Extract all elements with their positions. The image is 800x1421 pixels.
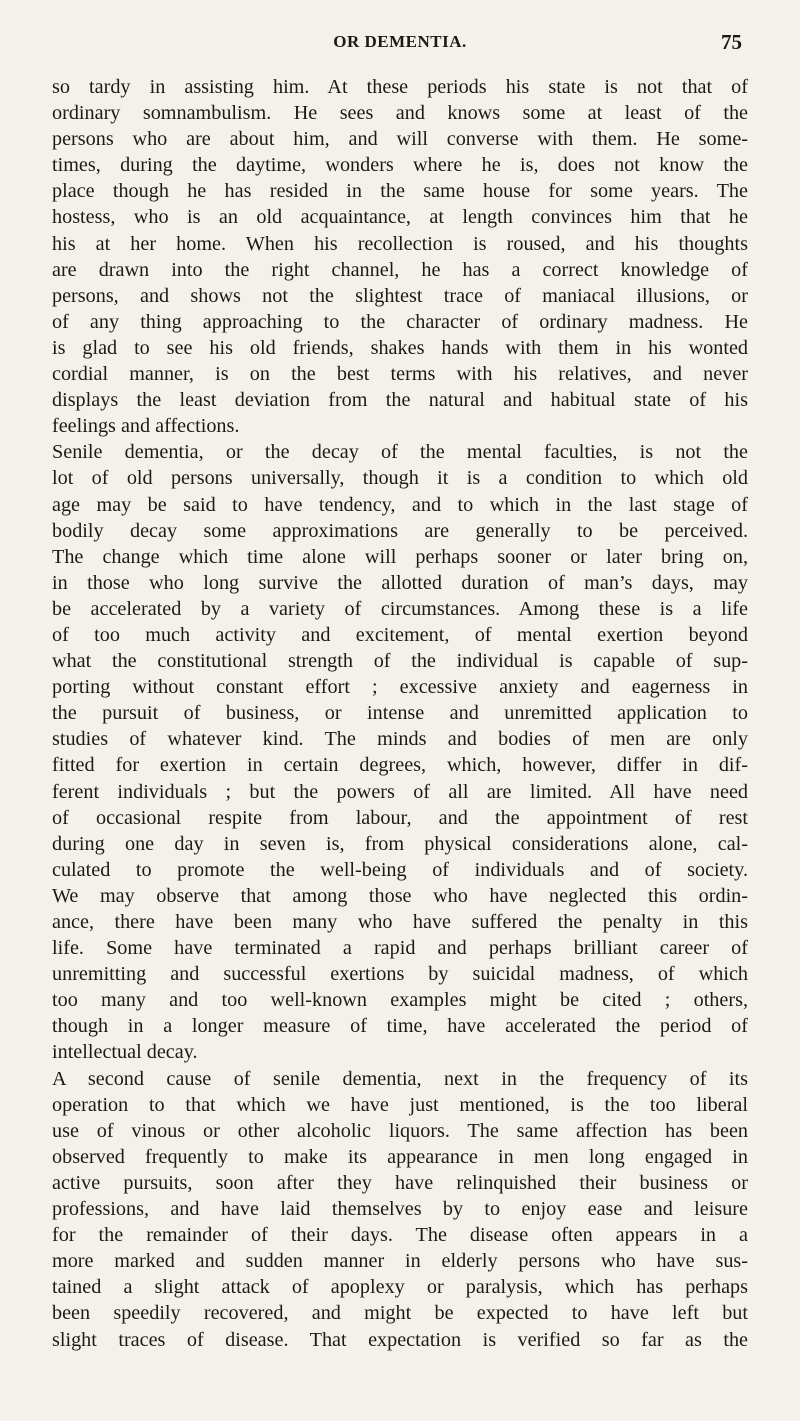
text-line: place though he has resided in the same house for some years. The	[52, 180, 748, 203]
text-line: tained a slight attack of apoplexy or paralysis, which has perhaps	[52, 1276, 748, 1299]
text-line: though in a longer measure of time, have accelerated the period of	[52, 1015, 748, 1038]
text-line: professions, and have laid themselves by to enjoy ease and leisure	[52, 1198, 748, 1221]
text-line: hostess, who is an old acquaintance, at length convinces him that he	[52, 206, 748, 229]
text-line: of occasional respite from labour, and the appointment of rest	[52, 806, 748, 829]
text-line: persons, and shows not the slightest trace of maniacal illusions, or	[52, 284, 748, 307]
text-line: of any thing approaching to the character of ordinary madness. He	[52, 310, 748, 333]
text-line: culated to promote the well-being of individuals and of society.	[52, 858, 748, 881]
text-line: observed frequently to make its appearance in men long engaged in	[52, 1145, 748, 1168]
text-line: for the remainder of their days. The disease often appears in a	[52, 1224, 748, 1247]
text-line: the pursuit of business, or intense and unremitted application to	[52, 702, 748, 725]
text-line: his at her home. When his recollection is roused, and his thoughts	[52, 232, 748, 255]
text-line: too many and too well-known examples might be cited ; others,	[52, 989, 748, 1012]
text-line: unremitting and successful exertions by suicidal madness, of which	[52, 963, 748, 986]
text-line: be accelerated by a variety of circumstances. Among these is a life	[52, 597, 748, 620]
text-line: ordinary somnambulism. He sees and knows some at least of the	[52, 102, 748, 125]
text-line: porting without constant effort ; excessive anxiety and eagerness in	[52, 676, 748, 699]
text-line: cordial manner, is on the best terms with his relatives, and never	[52, 363, 748, 386]
text-line: A second cause of senile dementia, next in the frequency of its	[52, 1067, 748, 1090]
text-line: more marked and sudden manner in elderly persons who have sus-	[52, 1250, 748, 1273]
text-line: life. Some have terminated a rapid and perhaps brilliant career of	[52, 937, 748, 960]
body-text	[52, 74, 748, 1353]
text-line: been speedily recovered, and might be expected to have left but	[52, 1302, 748, 1325]
text-line: ance, there have been many who have suffered the penalty in this	[52, 911, 748, 933]
text-line: ferent individuals ; but the powers of all are limited. All have need	[52, 780, 748, 803]
text-line: bodily decay some approximations are generally to be perceived.	[52, 519, 748, 542]
text-line: lot of old persons universally, though it is a condition to which old	[52, 467, 748, 490]
text-line: feelings and affections.	[52, 415, 240, 438]
text-line: We may observe that among those who have neglected this ordin-	[52, 884, 748, 907]
page-number: 75	[721, 30, 742, 54]
text-line: during one day in seven is, from physical considerations alone, cal-	[52, 832, 748, 855]
text-line: of too much activity and excitement, of mental exertion beyond	[52, 623, 748, 646]
text-line: active pursuits, soon after they have relinquished their business or	[52, 1171, 748, 1194]
running-head	[52, 0, 748, 60]
text-line: what the constitutional strength of the individual is capable of sup-	[52, 650, 748, 673]
text-line: so tardy in assisting him. At these periods his state is not that of	[52, 76, 748, 98]
text-line: intellectual decay.	[52, 1041, 198, 1064]
text-line: studies of whatever kind. The minds and bodies of men are only	[52, 728, 748, 751]
running-head-title: OR DEMENTIA.	[333, 32, 467, 51]
text-line: in those who long survive the allotted duration of man’s days, may	[52, 571, 748, 594]
text-line: age may be said to have tendency, and to which in the last stage of	[52, 493, 748, 516]
text-line: fitted for exertion in certain degrees, which, however, differ in dif-	[52, 754, 748, 777]
text-line: Senile dementia, or the decay of the mental faculties, is not the	[52, 441, 748, 464]
text-line: is glad to see his old friends, shakes hands with them in his wonted	[52, 336, 748, 359]
text-line: persons who are about him, and will converse with them. He some-	[52, 128, 748, 151]
text-line: The change which time alone will perhaps sooner or later bring on,	[52, 545, 748, 568]
text-line: slight traces of disease. That expectation is verified so far as the	[52, 1328, 748, 1351]
text-line: displays the least deviation from the natural and habitual state of his	[52, 389, 748, 412]
text-line: use of vinous or other alcoholic liquors. The same affection has been	[52, 1119, 748, 1142]
text-line: are drawn into the right channel, he has a correct knowledge of	[52, 258, 748, 281]
text-line: operation to that which we have just mentioned, is the too liberal	[52, 1093, 748, 1116]
text-line: times, during the daytime, wonders where he is, does not know the	[52, 154, 748, 177]
